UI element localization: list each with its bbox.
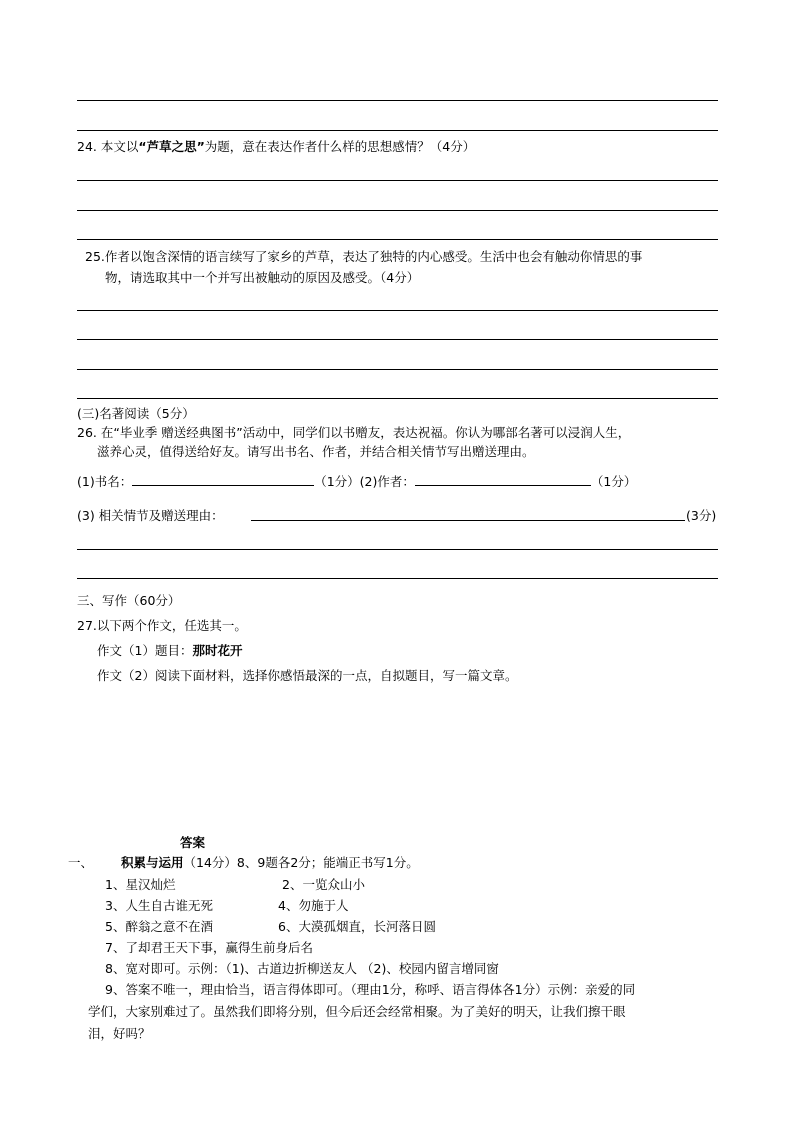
- question-24: [77, 137, 475, 155]
- question-27: 27.以下两个作文，任选其一。: [77, 618, 247, 633]
- answers-title: 答案: [180, 835, 206, 850]
- section-number: 一、: [68, 855, 94, 870]
- q24-quote: “芦草之思”: [138, 139, 205, 154]
- author-score: （1分）: [590, 474, 637, 489]
- reason-score: (3分): [686, 508, 717, 523]
- answer-line: [77, 398, 718, 399]
- question-26-line2: 滋养心灵，值得送给好友。请写出书名、作者，并结合相关情节写出赠送理由。: [97, 444, 535, 459]
- essay-option-2: 作文（2）阅读下面材料，选择你感悟最深的一点，自拟题目，写一篇文章。: [97, 668, 518, 683]
- reason-label: (3) 相关情节及赠送理由：: [77, 508, 224, 523]
- essay1-label: 作文（1）题目：: [97, 643, 193, 658]
- question-25-line1: 25.作者以饱含深情的语言续写了家乡的芦草，表达了独特的内心感受。生活中也会有触动你情思的事: [85, 249, 643, 264]
- question-25-line2: 物，请选取其中一个并写出被触动的原因及感受。（4分）: [105, 270, 420, 285]
- answer-2: 2、一览众山小: [282, 877, 365, 892]
- answer-line: [77, 180, 718, 181]
- answer-1: 1、星汉灿烂: [105, 877, 176, 892]
- answer-9-line1: 9、答案不唯一，理由恰当，语言得体即可。（理由1分，称呼、语言得体各1分）示例：亲爱的同: [105, 982, 636, 997]
- answer-line: [77, 239, 718, 240]
- writing-heading: 三、写作（60分）: [77, 593, 181, 608]
- section-title: 积累与运用: [121, 855, 184, 870]
- answer-line: [77, 549, 718, 550]
- answer-line: [77, 130, 718, 131]
- answer-line: [77, 369, 718, 370]
- section-note: （14分）8、9题各2分；能端正书写1分。: [183, 855, 419, 870]
- essay1-title: 那时花开: [192, 643, 243, 658]
- question-26-line1: 26. 在“毕业季 赠送经典图书”活动中，同学们以书赠友，表达祝福。你认为哪部名著可以浸润人生，: [77, 425, 631, 440]
- book-blank[interactable]: [132, 473, 314, 486]
- answer-9-line3: 泪，好吗？: [88, 1026, 151, 1041]
- answer-line: [77, 578, 718, 579]
- answer-line: [77, 339, 718, 340]
- essay-option-1: [97, 641, 242, 659]
- answer-7: 7、了却君王天下事，赢得生前身后名: [105, 940, 313, 955]
- section3-heading: (三)名著阅读（5分）: [77, 406, 195, 421]
- author-label: (2)作者：: [359, 474, 415, 489]
- book-score: （1分）: [314, 474, 360, 489]
- answer-9-line2: 学们，大家别难过了。虽然我们即将分别，但今后还会经常相聚。为了美好的明天，让我们擦干眼: [88, 1004, 626, 1019]
- answer-line: [77, 310, 718, 311]
- answer-6: 6、大漠孤烟直，长河落日圆: [278, 919, 436, 934]
- answer-line: [77, 210, 718, 211]
- book-label: (1)书名：: [77, 474, 133, 489]
- answer-5: 5、醉翁之意不在酒: [105, 919, 213, 934]
- answer-line: [77, 100, 718, 101]
- q24-prefix: 24. 本文以: [77, 139, 139, 154]
- answers-section-heading: [68, 853, 419, 871]
- answer-3: 3、人生自古谁无死: [105, 898, 213, 913]
- reason-blank[interactable]: [251, 506, 685, 521]
- book-author-row: [77, 472, 636, 490]
- answer-8: 8、宽对即可。示例：（1)、古道边折柳送友人 （2)、校园内留言增同窗: [105, 961, 499, 976]
- author-blank[interactable]: [415, 473, 591, 486]
- q24-suffix: 为题，意在表达作者什么样的思想感情？（4分）: [204, 139, 476, 154]
- answer-4: 4、勿施于人: [278, 898, 349, 913]
